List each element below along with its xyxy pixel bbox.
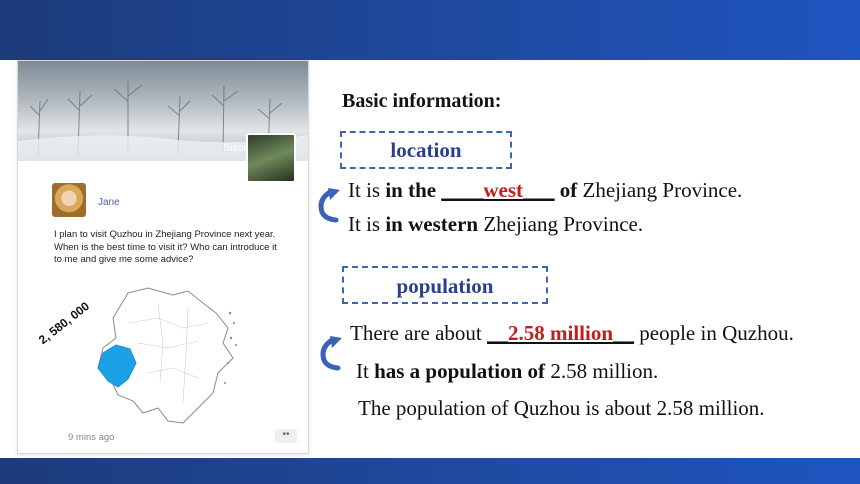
- post-timestamp: 9 mins ago: [68, 432, 115, 443]
- author-avatar[interactable]: [52, 183, 86, 217]
- population-tag: population: [342, 266, 548, 304]
- population-sentence-2: It has a population of 2.58 million.: [356, 359, 659, 383]
- top-banner: [0, 0, 860, 60]
- social-post-card: [17, 60, 309, 454]
- location-tag: location: [340, 131, 512, 169]
- answer-population: 2.58 million: [508, 321, 614, 345]
- cover-user-name: Sissi: [222, 142, 246, 154]
- population-sentence-3: The population of Quzhou is about 2.58 million.: [358, 396, 765, 420]
- map-population-label: 2, 580, 000: [36, 299, 92, 348]
- post-text: I plan to visit Quzhou in Zhejiang Province next year. When is the best time to visit it? Who can introduce it to me and give me some advice?: [54, 229, 277, 265]
- location-sentence-2: It is in western Zhejiang Province.: [348, 212, 644, 236]
- zhejiang-map: [88, 283, 238, 433]
- answer-west: west: [483, 178, 524, 202]
- author-name[interactable]: Jane: [98, 197, 120, 208]
- bottom-banner: [0, 458, 860, 484]
- population-sentence-1: There are about __2.58 million__ people in Quzhou.: [350, 321, 794, 345]
- location-sentence-1: It is in the ____west___ of Zhejiang Province.: [348, 178, 743, 202]
- curved-arrow-icon: [316, 186, 346, 226]
- avatar[interactable]: [246, 133, 296, 183]
- more-options-button[interactable]: ••: [275, 429, 297, 443]
- basic-info-heading: Basic information:: [342, 90, 502, 112]
- curved-arrow-icon: [318, 334, 348, 374]
